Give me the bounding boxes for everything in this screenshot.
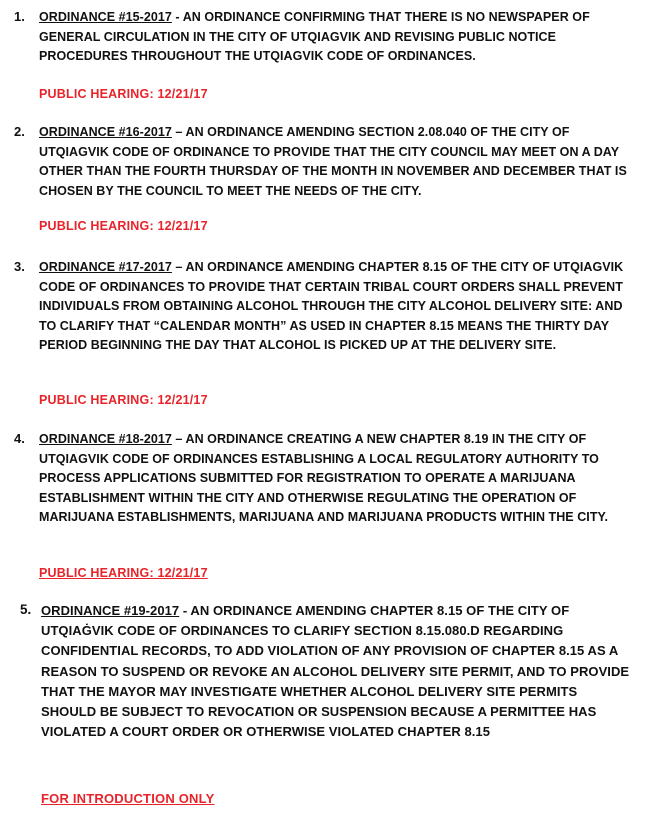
item-number: 4.	[14, 431, 25, 446]
item-number: 1.	[14, 9, 25, 24]
ordinance-text: AN ORDINANCE AMENDING CHAPTER 8.15 OF THE CITY OF UTQIAGVIK CODE OF ORDINANCES TO PROVIDE THAT CERTAIN TRIBAL COURT ORDERS SHALL PREVENT INDIVIDUALS FROM OBTAINING ALCOHOL THROUGH THE CITY ALCOHOL DELIVERY SITE: AND TO CLARIFY THAT “CALENDAR MONTH” AS USED IN CHAPTER 8.15 MEANS THE THIRTY DAY PERIOD BEGINNING THE DAY THAT ALCOHOL IS PICKED UP AT THE DELIVERY SITE.	[39, 260, 624, 353]
separator: –	[171, 432, 186, 446]
ordinance-description	[41, 601, 632, 742]
separator: –	[171, 125, 186, 139]
separator: –	[171, 260, 186, 274]
ordinance-text: AN ORDINANCE CONFIRMING THAT THERE IS NO NEWSPAPER OF GENERAL CIRCULATION IN THE CITY OF UTQIAGVIK AND REVISING PUBLIC NOTICE PROCEDURES THROUGHOUT THE UTQIAGVIK CODE OF ORDINANCES.	[39, 10, 590, 64]
ordinance-text: AN ORDINANCE CREATING A NEW CHAPTER 8.19 IN THE CITY OF UTQIAGVIK CODE OF ORDINANCES ESTABLISHING A LOCAL REGULATORY AUTHORITY TO PROCESS APPLICATIONS SUBMITTED FOR REGISTRATION TO OPERATE A MARIJUANA ESTABLISHMENT WITHIN THE CITY AND OTHERWISE REGULATING THE OPERATION OF MARIJUANA ESTABLISHMENTS, MARIJUANA AND MARIJUANA PRODUCTS WITHIN THE CITY.	[39, 432, 609, 525]
ordinance-description	[39, 430, 632, 528]
introduction-only-note: FOR INTRODUCTION ONLY	[41, 791, 215, 806]
item-number: 5.	[20, 602, 32, 617]
ordinance-number: ORDINANCE #18-2017	[39, 432, 172, 446]
ordinance-description	[39, 123, 632, 201]
public-hearing-date: PUBLIC HEARING: 12/21/17	[39, 87, 208, 101]
public-hearing-date: PUBLIC HEARING: 12/21/17	[39, 566, 208, 580]
item-number: 2.	[14, 124, 25, 139]
ordinance-number: ORDINANCE #19-2017	[41, 603, 180, 618]
public-hearing-date: PUBLIC HEARING: 12/21/17	[39, 219, 208, 233]
ordinance-description	[39, 258, 632, 356]
ordinance-description	[39, 8, 632, 67]
ordinance-text: AN ORDINANCE AMENDING CHAPTER 8.15 OF THE CITY OF UTQIAĠVIK CODE OF ORDINANCES TO CLARIFY SECTION 8.15.080.D REGARDING CONFIDENTIAL RECORDS, TO ADD VIOLATION OF ANY PROVISION OF CHAPTER 8.15 AS A REASON TO SUSPEND OR REVOKE AN ALCOHOL DELIVERY SITE PERMIT, AND TO PROVIDE THAT THE MAYOR MAY INVESTIGATE WHETHER ALCOHOL DELIVERY SITE PERMITS SHOULD BE SUBJECT TO REVOCATION OR SUSPENSION BECAUSE A PERMITTEE HAS VIOLATED A COURT ORDER OR OTHERWISE VIOLATED CHAPTER 8.15	[41, 603, 630, 740]
separator: -	[179, 603, 191, 618]
ordinance-number: ORDINANCE #17-2017	[39, 260, 172, 274]
ordinance-text: AN ORDINANCE AMENDING SECTION 2.08.040 OF THE CITY OF UTQIAGVIK CODE OF ORDINANCE TO PROVIDE THAT THE CITY COUNCIL MAY MEET ON A DAY OTHER THAN THE FOURTH THURSDAY OF THE MONTH IN NOVEMBER AND DECEMBER THAT IS CHOSEN BY THE COUNCIL TO MEET THE NEEDS OF THE CITY.	[39, 125, 627, 198]
public-hearing-date: PUBLIC HEARING: 12/21/17	[39, 393, 208, 407]
ordinance-number: ORDINANCE #15-2017	[39, 10, 172, 24]
item-number: 3.	[14, 259, 25, 274]
ordinance-number: ORDINANCE #16-2017	[39, 125, 172, 139]
separator: -	[171, 10, 183, 24]
